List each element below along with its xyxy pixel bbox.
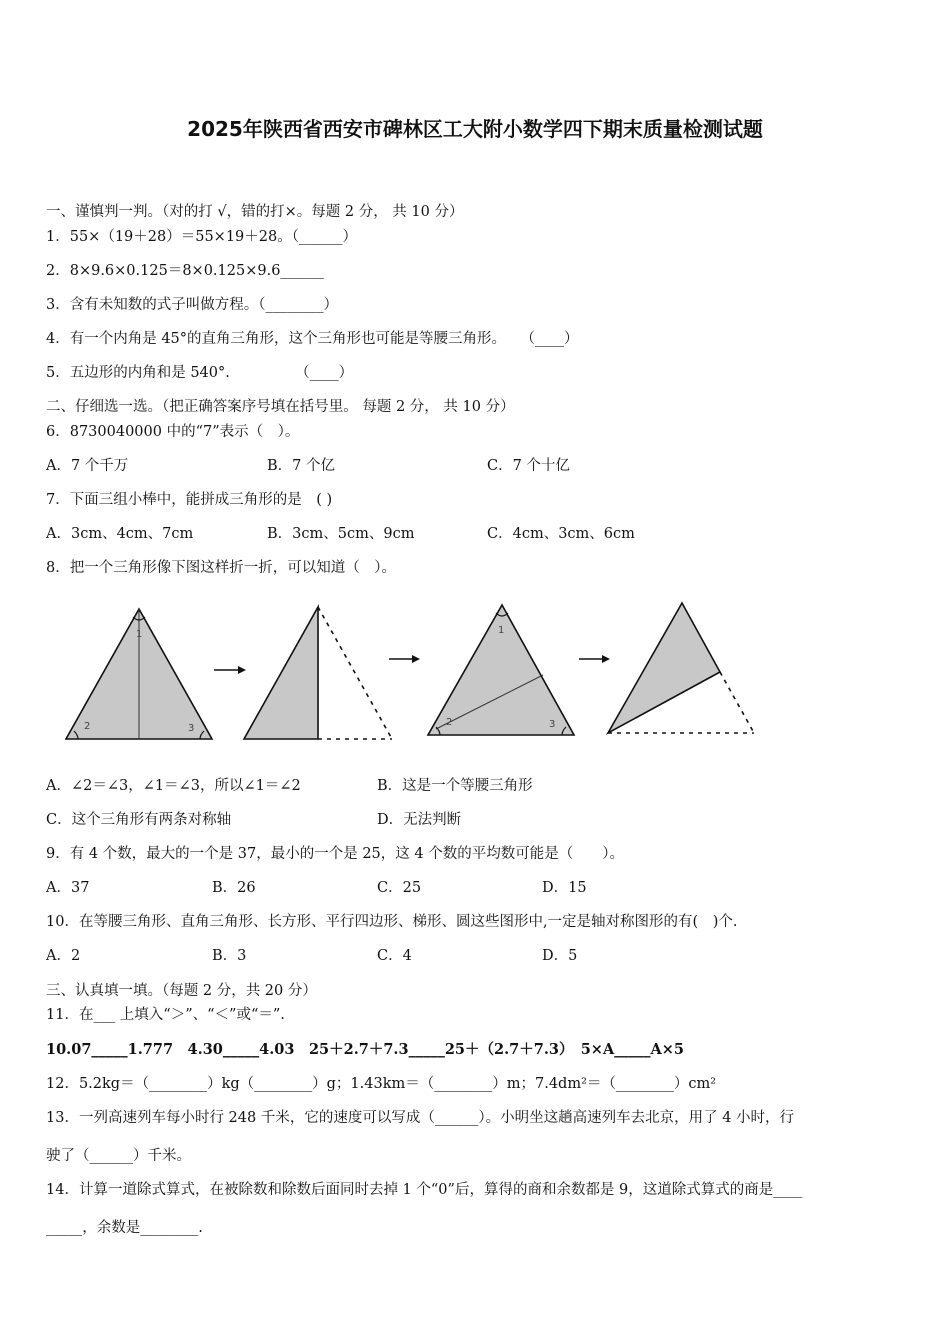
question-1: 1．55×（19＋28）＝55×19＋28。（______） <box>46 229 357 245</box>
folding-triangle-figure <box>46 595 766 755</box>
section3-heading: 三、认真填一填。（每题 2 分，共 20 分） <box>46 983 317 999</box>
q7-option-c: C．4cm、3cm、6cm <box>487 526 635 542</box>
question-8: 8．把一个三角形像下图这样折一折，可以知道（ ）。 <box>46 560 396 576</box>
question-14-line1: 14．计算一道除式算式，在被除数和除数后面同时去掉 1 个“0”后，算得的商和余数都是 9，这道除式算式的商是____ <box>46 1182 803 1198</box>
q9-option-c: C．25 <box>377 880 422 896</box>
q10-option-d: D．5 <box>542 948 578 964</box>
angle-label-3: 3 <box>549 719 556 730</box>
section2-heading: 二、仔细选一选。（把正确答案序号填在括号里。 每题 2 分， 共 10 分） <box>46 399 515 415</box>
question-13-line1: 13．一列高速列车每小时行 248 千米，它的速度可以写成（______）。小明坐这趟高速列车去北京，用了 4 小时，行 <box>46 1110 795 1126</box>
q8-option-a: A．∠2＝∠3，∠1＝∠3，所以∠1＝∠2 <box>46 778 301 794</box>
q10-option-c: C．4 <box>377 948 412 964</box>
q6-option-a: A．7 个千万 <box>46 458 129 474</box>
q9-option-a: A．37 <box>46 880 90 896</box>
question-4: 4．有一个内角是 45°的直角三角形，这个三角形也可能是等腰三角形。 （____） <box>46 331 579 347</box>
q10-option-a: A．2 <box>46 948 81 964</box>
question-13-line2: 驶了（______）千米。 <box>46 1148 191 1164</box>
arrow-icon <box>579 655 610 663</box>
triangle-folded-diagonal <box>608 603 754 733</box>
angle-label-1: 1 <box>498 625 505 636</box>
arrow-icon <box>389 655 420 663</box>
question-12: 12．5.2kg＝（________）kg（________）g；1.43km＝（________）m；7.4dm²＝（________）cm² <box>46 1076 717 1092</box>
triangle-with-fold-line <box>428 605 574 735</box>
arrow-icon <box>214 666 246 674</box>
question-7: 7．下面三组小棒中，能拼成三角形的是 ( ) <box>46 492 333 508</box>
triangle-full <box>66 609 212 739</box>
section1-heading: 一、谨慎判一判。（对的打 √，错的打×。每题 2 分， 共 10 分） <box>46 204 464 220</box>
q8-option-d: D．无法判断 <box>377 812 462 828</box>
q7-option-a: A．3cm、4cm、7cm <box>46 526 194 542</box>
question-11-comparisons: 10.07_____1.777 4.30_____4.03 25＋2.7＋7.3_____25＋（2.7＋7.3） 5×A_____A×5 <box>46 1041 684 1058</box>
page-title: 2025年陕西省西安市碑林区工大附小数学四下期末质量检测试题 <box>187 117 763 141</box>
q6-option-c: C．7 个十亿 <box>487 458 570 474</box>
question-3: 3．含有未知数的式子叫做方程。（________） <box>46 297 338 313</box>
angle-label-1: 1 <box>136 629 143 640</box>
q7-option-b: B．3cm、5cm、9cm <box>267 526 415 542</box>
q9-option-d: D．15 <box>542 880 587 896</box>
angle-label-3: 3 <box>188 723 195 734</box>
question-6: 6．8730040000 中的“7”表示（ ）。 <box>46 424 300 440</box>
q6-option-b: B．7 个亿 <box>267 458 335 474</box>
angle-label-2: 2 <box>446 717 453 728</box>
question-9: 9．有 4 个数，最大的一个是 37，最小的一个是 25，这 4 个数的平均数可能是（ ）。 <box>46 846 624 862</box>
question-10: 10．在等腰三角形、直角三角形、长方形、平行四边形、梯形、圆这些图形中,一定是轴对称图形的有( )个. <box>46 914 738 930</box>
triangle-folded-half <box>244 607 392 739</box>
question-14-line2: _____，余数是________. <box>46 1220 203 1236</box>
q9-option-b: B．26 <box>212 880 256 896</box>
q10-option-b: B．3 <box>212 948 247 964</box>
q8-option-c: C．这个三角形有两条对称轴 <box>46 812 232 828</box>
question-5: 5．五边形的内角和是 540°. （____） <box>46 365 354 381</box>
question-2: 2．8×9.6×0.125＝8×0.125×9.6______ <box>46 263 324 279</box>
question-11: 11．在___ 上填入“＞”、“＜”或“＝”. <box>46 1007 285 1023</box>
angle-label-2: 2 <box>84 721 91 732</box>
q8-option-b: B．这是一个等腰三角形 <box>377 778 533 794</box>
